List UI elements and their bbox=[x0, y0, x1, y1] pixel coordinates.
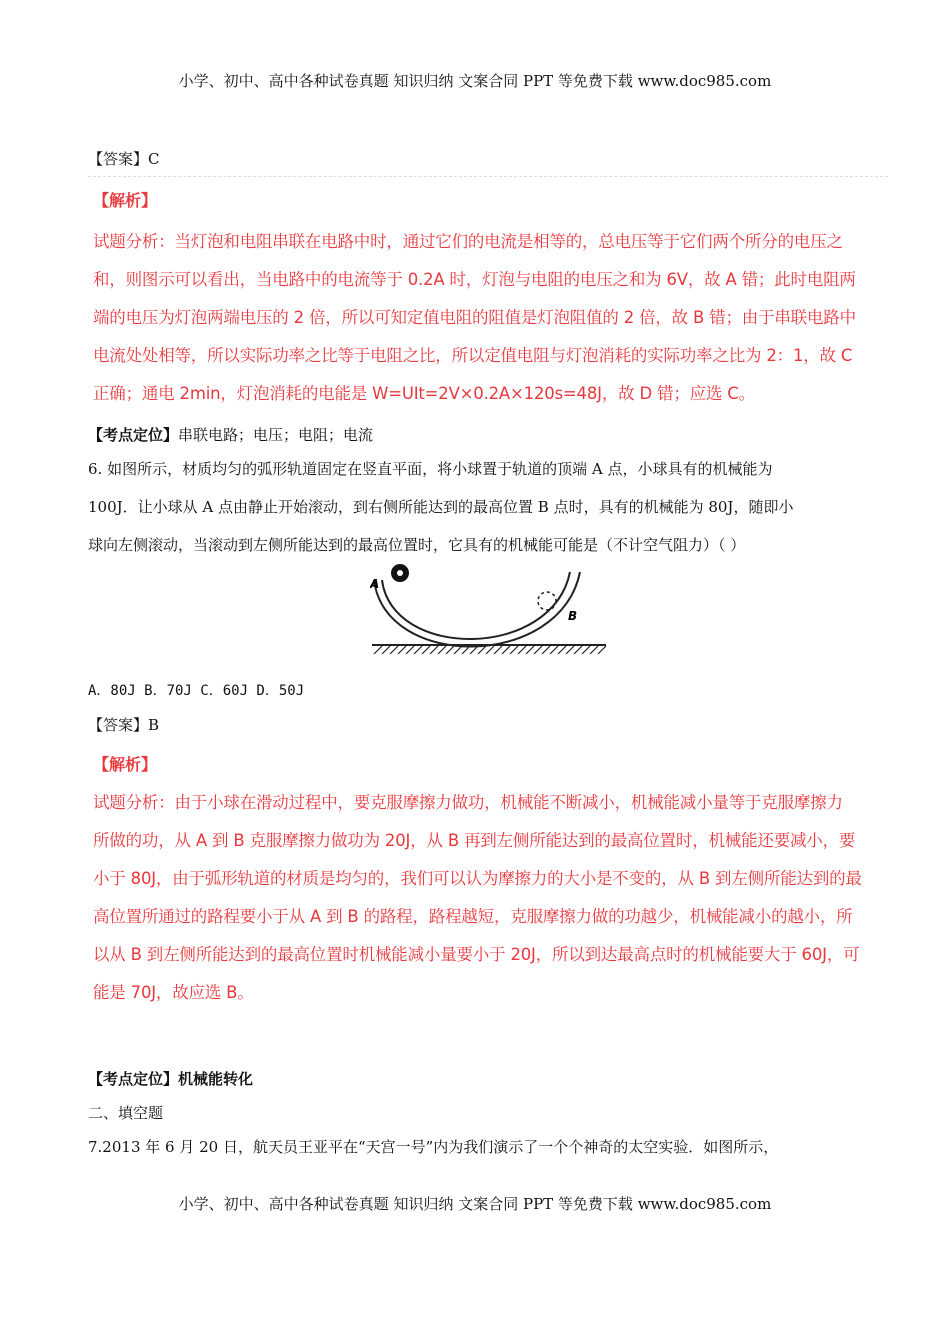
q6-analysis-line-6: 能是 70J，故应选 B。 bbox=[93, 983, 254, 1002]
section-title: 二、填空题 bbox=[88, 1104, 164, 1122]
page-footer: 小学、初中、高中各种试卷真题 知识归纳 文案合同 PPT 等免费下载 www.doc985.com bbox=[178, 1195, 772, 1213]
q6-stem-line-2: 100J．让小球从 A 点由静止开始滚动，到右侧所能达到的最高位置 B 点时，具有的机械能为 80J，随即小 bbox=[88, 498, 794, 516]
q6-stem-line-1: 6. 如图所示，材质均匀的弧形轨道固定在竖直平面，将小球置于轨道的顶端 A 点，小球具有的机械能为 bbox=[88, 460, 773, 478]
ball-at-b bbox=[538, 592, 556, 610]
q6-analysis-line-5: 以从 B 到左侧所能达到的最高位置时机械能减小量要小于 20J，所以到达最高点时的机械能要大于 60J，可 bbox=[93, 945, 860, 964]
q5-analysis-line-4: 电流处处相等，所以实际功率之比等于电阻之比，所以定值电阻与灯泡消耗的实际功率之比为 2：1，故 C bbox=[93, 346, 853, 365]
q5-kaodian bbox=[88, 424, 373, 445]
q6-stem-line-3: 球向左侧滚动，当滚动到左侧所能达到的最高位置时，它具有的机械能可能是（不计空气阻力）（ ） bbox=[88, 536, 746, 554]
q5-kaodian-tag: 【考点定位】 bbox=[88, 426, 179, 444]
q5-analysis-line-2: 和，则图示可以看出，当电路中的电流等于 0.2A 时，灯泡与电阻的电压之和为 6V，故 A 错；此时电阻两 bbox=[93, 270, 856, 289]
label-b: B bbox=[568, 609, 578, 623]
q5-answer: 【答案】C bbox=[88, 150, 160, 168]
q5-analysis-line-1: 试题分析：当灯泡和电阻串联在电路中时，通过它们的电流是相等的，总电压等于它们两个所分的电压之 bbox=[93, 232, 843, 251]
label-a: A bbox=[370, 577, 380, 591]
ground-hatch bbox=[374, 646, 606, 654]
q6-analysis-tag: 【解析】 bbox=[93, 755, 158, 774]
q6-analysis-line-2: 所做的功，从 A 到 B 克服摩擦力做功为 20J，从 B 再到左侧所能达到的最高位置时，机械能还要减小，要 bbox=[93, 831, 856, 850]
q6-options: A．80J B．70J C．60J D．50J bbox=[88, 683, 305, 699]
q5-kaodian-text: 串联电路；电压；电阻；电流 bbox=[178, 426, 374, 444]
q7-stem: 7.2013 年 6 月 20 日，航天员王亚平在“天宫一号”内为我们演示了一个个神奇的太空实验．如图所示， bbox=[88, 1138, 779, 1156]
q5-analysis-line-5: 正确；通电 2min，灯泡消耗的电能是 W=UIt=2V×0.2A×120s=48J，故 D 错；应选 C。 bbox=[93, 384, 755, 403]
q5-analysis-line-3: 端的电压为灯泡两端电压的 2 倍，所以可知定值电阻的阻值是灯泡阻值的 2 倍，故 B 错；由于串联电路中 bbox=[93, 308, 856, 327]
ball-highlight bbox=[397, 570, 403, 576]
q6-analysis-line-4: 高位置所通过的路程要小于从 A 到 B 的路程，路程越短，克服摩擦力做的功越少，机械能减小的越小，所 bbox=[93, 907, 853, 926]
q6-analysis-line-3: 小于 80J，由于弧形轨道的材质是均匀的，我们可以认为摩擦力的大小是不变的，从 B 到左侧所能达到的最 bbox=[93, 869, 862, 888]
divider bbox=[88, 176, 888, 177]
q5-analysis-tag: 【解析】 bbox=[93, 191, 158, 210]
page-header: 小学、初中、高中各种试卷真题 知识归纳 文案合同 PPT 等免费下载 www.doc985.com bbox=[178, 72, 772, 90]
q6-kaodian-tag: 【考点定位】 bbox=[88, 1070, 179, 1088]
q6-answer: 【答案】B bbox=[88, 716, 160, 734]
q6-analysis-line-1: 试题分析：由于小球在滑动过程中，要克服摩擦力做功，机械能不断减小，机械能减小量等于克服摩擦力 bbox=[93, 793, 843, 812]
track-inner-arc bbox=[382, 572, 570, 639]
q6-kaodian-text: 机械能转化 bbox=[178, 1070, 254, 1088]
track-figure bbox=[370, 560, 610, 660]
q6-kaodian bbox=[88, 1068, 253, 1089]
